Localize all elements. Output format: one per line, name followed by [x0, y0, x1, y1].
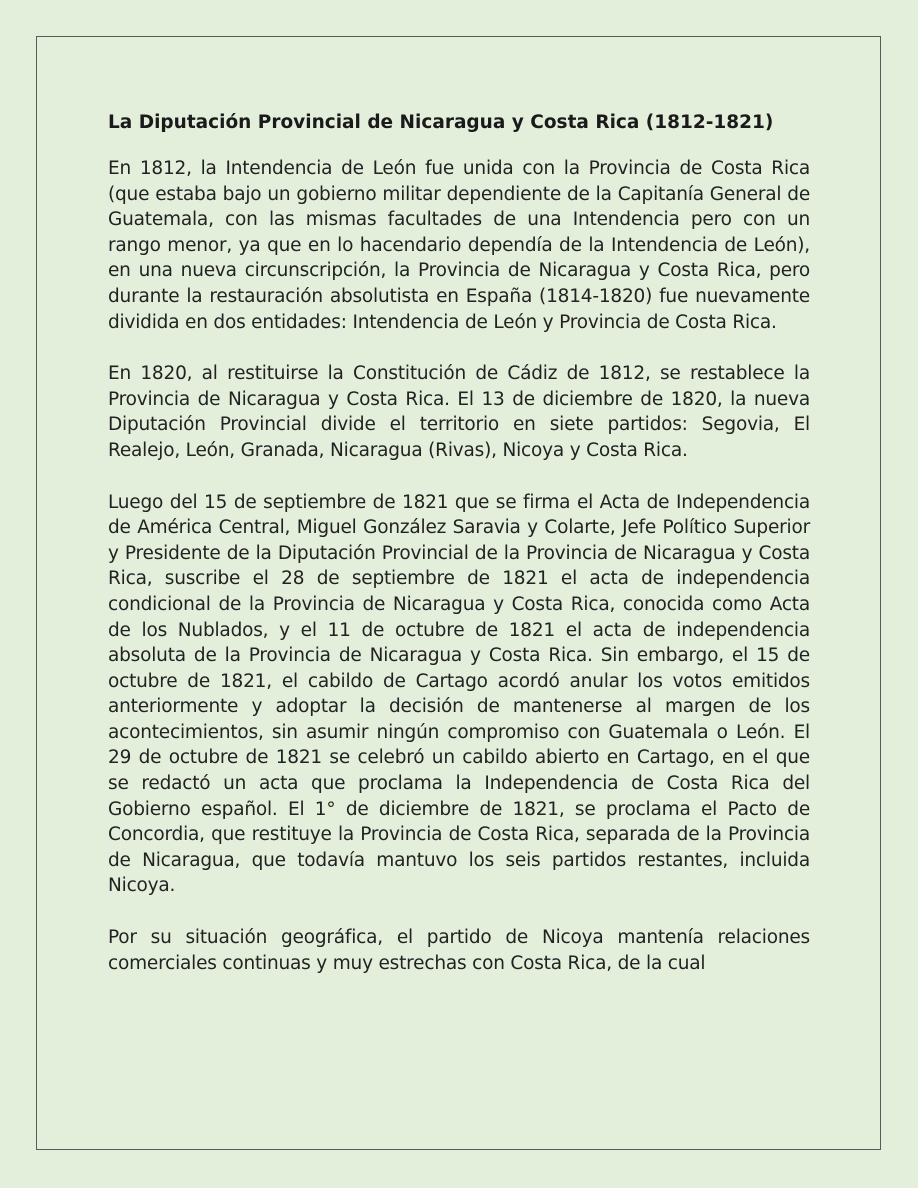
document-title: La Diputación Provincial de Nicaragua y Costa Rica (1812-1821): [108, 112, 774, 133]
paragraph-1821: Luego del 15 de septiembre de 1821 que se firma el Acta de Independencia de América Central, Miguel González Saravia y Colarte, Jefe Político Superior y Presidente de la Diputación Provincial de la Provincia de Nicaragua y Costa Rica, suscribe el 28 de septiembre de 1821 el acta de independencia condicional de la Provincia de Nicaragua y Costa Rica, conocida como Acta de los Nublados, y el 11 de octubre de 1821 el acta de independencia absoluta de la Provincia de Nicaragua y Costa Rica. Sin embargo, el 15 de octubre de 1821, el cabildo de Cartago acordó anular los votos emitidos anteriormente y adoptar la decisión de mantenerse al margen de los acontecimientos, sin asumir ningún compromiso con Guatemala o León. El 29 de octubre de 1821 se celebró un cabildo abierto en Cartago, en el que se redactó un acta que proclama la Independencia de Costa Rica del Gobierno español. El 1° de diciembre de 1821, se proclama el Pacto de Concordia, que restituye la Provincia de Costa Rica, separada de la Provincia de Nicaragua, que todavía mantuvo los seis partidos restantes, incluida Nicoya.: [108, 491, 810, 897]
document-body: [108, 110, 810, 1002]
paragraph-nicoya: Por su situación geográfica, el partido de Nicoya mantenía relaciones comerciales continuas y muy estrechas con Costa Rica, de la cual: [108, 927, 810, 974]
paragraph-1812: En 1812, la Intendencia de León fue unida con la Provincia de Costa Rica (que estaba bajo un gobierno militar dependiente de la Capitanía General de Guatemala, con las mismas facultades de una Intendencia pero con un rango menor, ya que en lo hacendario dependía de la Intendencia de León), en una nueva circunscripción, la Provincia de Nicaragua y Costa Rica, pero durante la restauración absolutista en España (1814-1820) fue nuevamente dividida en dos entidades: Intendencia de León y Provincia de Costa Rica.: [108, 158, 810, 333]
paragraph-1820: En 1820, al restituirse la Constitución de Cádiz de 1812, se restablece la Provincia de Nicaragua y Costa Rica. El 13 de diciembre de 1820, la nueva Diputación Provincial divide el territorio en siete partidos: Segovia, El Realejo, León, Granada, Nicaragua (Rivas), Nicoya y Costa Rica.: [108, 363, 810, 461]
